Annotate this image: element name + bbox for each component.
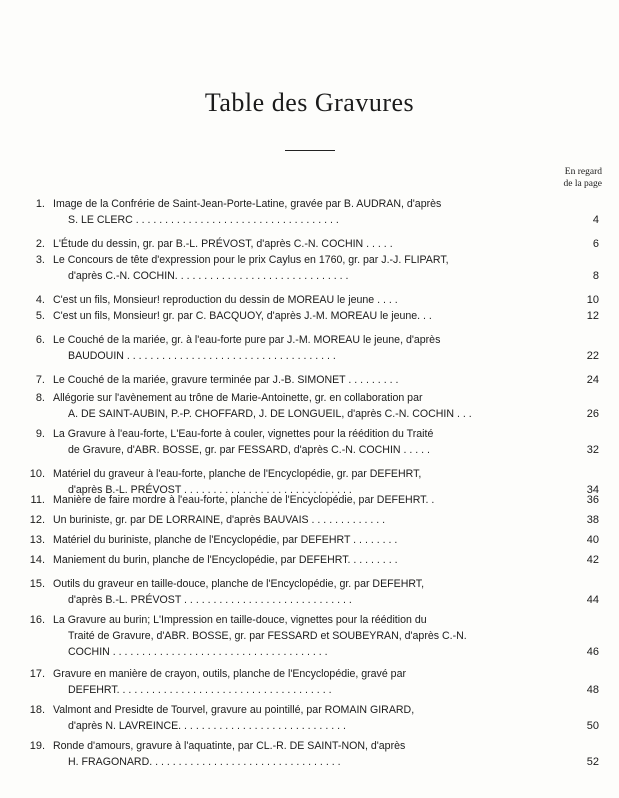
entry-line: Valmont and Presidte de Tourvel, gravure au pointillé, par ROMAIN GIRARD, [53, 704, 415, 716]
entry-number: 16. [29, 614, 45, 626]
entry-text [53, 666, 563, 698]
entry-number: 18. [29, 704, 45, 716]
entry-text [53, 576, 563, 608]
entry-line: Image de la Confrérie de Saint-Jean-Porte-Latine, gravée par B. AUDRAN, d'après [53, 198, 442, 210]
entry-line: d'après C.-N. COCHIN. . . . . . . . . . . . . . . . . . . . . . . . . . . . . . [68, 270, 349, 282]
entry-line: C'est un fils, Monsieur! gr. par C. BACQUOY, d'après J.-M. MOREAU le jeune. . . [53, 310, 432, 322]
entry-number: 12. [29, 514, 45, 526]
entry-line: Un buriniste, gr. par DE LORRAINE, d'après BAUVAIS . . . . . . . . . . . . . [53, 514, 386, 526]
entry-number: 3. [35, 254, 45, 266]
entry-line: L'Étude du dessin, gr. par B.-L. PRÉVOST, d'après C.-N. COCHIN . . . . . [53, 238, 393, 250]
entry-text [53, 738, 563, 770]
entry-line: COCHIN . . . . . . . . . . . . . . . . . . . . . . . . . . . . . . . . . . . . . [68, 646, 328, 658]
entry-text [53, 390, 563, 422]
entry-page-number: 46 [586, 646, 599, 658]
entry-text [53, 552, 563, 568]
entry-text [53, 292, 563, 308]
entry-line: La Gravure au burin; L'Impression en taille-douce, vignettes pour la réédition du [53, 614, 427, 626]
page-title: Table des Gravures [204, 88, 415, 117]
page-column-header [532, 166, 602, 190]
entry-number: 10. [29, 468, 45, 480]
entry-number: 1. [35, 198, 45, 210]
entry-page-number: 24 [586, 374, 599, 386]
entry-line: Traité de Gravure, d'ABR. BOSSE, gr. par FESSARD et SOUBEYRAN, d'après C.-N. [68, 630, 467, 642]
entry-number: 6. [35, 334, 45, 346]
entry-number: 7. [35, 374, 45, 386]
entry-line: La Gravure à l'eau-forte, L'Eau-forte à couler, vignettes pour la réédition du Traité [53, 428, 434, 440]
entry-number: 19. [29, 740, 45, 752]
entry-line: Maniement du burin, planche de l'Encyclopédie, par DEFEHRT. . . . . . . . . [53, 554, 398, 566]
entry-line: A. DE SAINT-AUBIN, P.-P. CHOFFARD, J. DE LONGUEIL, d'après C.-N. COCHIN . . . [68, 408, 472, 420]
entry-page-number: 40 [586, 534, 599, 546]
entry-number: 9. [35, 428, 45, 440]
entry-line: Gravure en manière de crayon, outils, planche de l'Encyclopédie, gravé par [53, 668, 406, 680]
entry-text [53, 612, 563, 660]
entry-line: S. LE CLERC . . . . . . . . . . . . . . . . . . . . . . . . . . . . . . . . . . . [68, 214, 339, 226]
entry-page-number: 38 [586, 514, 599, 526]
entry-page-number: 4 [592, 214, 599, 226]
entry-page-number: 6 [592, 238, 599, 250]
entry-line: Matériel du graveur à l'eau-forte, planche de l'Encyclopédie, gr. par DEFEHRT, [53, 468, 422, 480]
entry-text [53, 512, 563, 528]
entry-number: 13. [29, 534, 45, 546]
entry-text [53, 196, 563, 228]
entry-text [53, 532, 563, 548]
entry-text [53, 702, 563, 734]
entry-text [53, 236, 563, 252]
entry-text [53, 426, 563, 458]
column-header-line-1: En regard [564, 167, 602, 177]
entry-line: Le Couché de la mariée, gravure terminée par J.-B. SIMONET . . . . . . . . . [53, 374, 399, 386]
entry-line: Allégorie sur l'avènement au trône de Marie-Antoinette, gr. en collaboration par [53, 392, 423, 404]
entry-line: Manière de faire mordre à l'eau-forte, planche de l'Encyclopédie, par DEFEHRT. . [53, 494, 435, 506]
column-header-line-2: de la page [563, 179, 602, 189]
entry-page-number: 34 [586, 484, 599, 496]
entry-page-number: 52 [586, 756, 599, 768]
entry-page-number: 36 [586, 494, 599, 506]
entry-line: d'après B.-L. PRÉVOST . . . . . . . . . . . . . . . . . . . . . . . . . . . . . [68, 484, 352, 496]
entry-line: Le Concours de tête d'expression pour le prix Caylus en 1760, gr. par J.-J. FLIPART, [53, 254, 449, 266]
entry-number: 5. [35, 310, 45, 322]
entry-page-number: 50 [586, 720, 599, 732]
entry-line: d'après B.-L. PRÉVOST . . . . . . . . . . . . . . . . . . . . . . . . . . . . . [68, 594, 352, 606]
entry-page-number: 42 [586, 554, 599, 566]
entry-line: Outils du graveur en taille-douce, planche de l'Encyclopédie, gr. par DEFEHRT, [53, 578, 425, 590]
entry-number: 4. [35, 294, 45, 306]
entry-text [53, 372, 563, 388]
entry-page-number: 26 [586, 408, 599, 420]
entry-line: Ronde d'amours, gravure à l'aquatinte, par CL.-R. DE SAINT-NON, d'après [53, 740, 406, 752]
entry-line: DEFEHRT. . . . . . . . . . . . . . . . . . . . . . . . . . . . . . . . . . . . . [68, 684, 332, 696]
entry-line: Matériel du buriniste, planche de l'Encyclopédie, par DEFEHRT . . . . . . . . [53, 534, 398, 546]
title-rule [285, 150, 335, 151]
entry-page-number: 10 [586, 294, 599, 306]
entry-line: H. FRAGONARD. . . . . . . . . . . . . . . . . . . . . . . . . . . . . . . . . [68, 756, 341, 768]
entry-text [53, 252, 563, 284]
entry-line: Le Couché de la mariée, gr. à l'eau-forte pure par J.-M. MOREAU le jeune, d'après [53, 334, 441, 346]
entry-line: C'est un fils, Monsieur! reproduction du dessin de MOREAU le jeune . . . . [53, 294, 398, 306]
entry-number: 2. [35, 238, 45, 250]
entry-text [53, 492, 563, 508]
entry-number: 14. [29, 554, 45, 566]
entry-page-number: 48 [586, 684, 599, 696]
entry-page-number: 8 [592, 270, 599, 282]
entry-page-number: 44 [586, 594, 599, 606]
entry-page-number: 22 [586, 350, 599, 362]
entry-number: 11. [30, 494, 45, 506]
entry-line: de Gravure, d'ABR. BOSSE, gr. par FESSARD, d'après C.-N. COCHIN . . . . . [68, 444, 430, 456]
entry-page-number: 32 [586, 444, 599, 456]
entry-number: 17. [29, 668, 45, 680]
entry-line: BAUDOUIN . . . . . . . . . . . . . . . . . . . . . . . . . . . . . . . . . . . . [68, 350, 336, 362]
entry-text [53, 308, 563, 324]
entry-line: d'après N. LAVREINCE. . . . . . . . . . . . . . . . . . . . . . . . . . . . . [68, 720, 346, 732]
entry-number: 8. [35, 392, 45, 404]
entry-number: 15. [29, 578, 45, 590]
entry-page-number: 12 [586, 310, 599, 322]
entry-text [53, 332, 563, 364]
